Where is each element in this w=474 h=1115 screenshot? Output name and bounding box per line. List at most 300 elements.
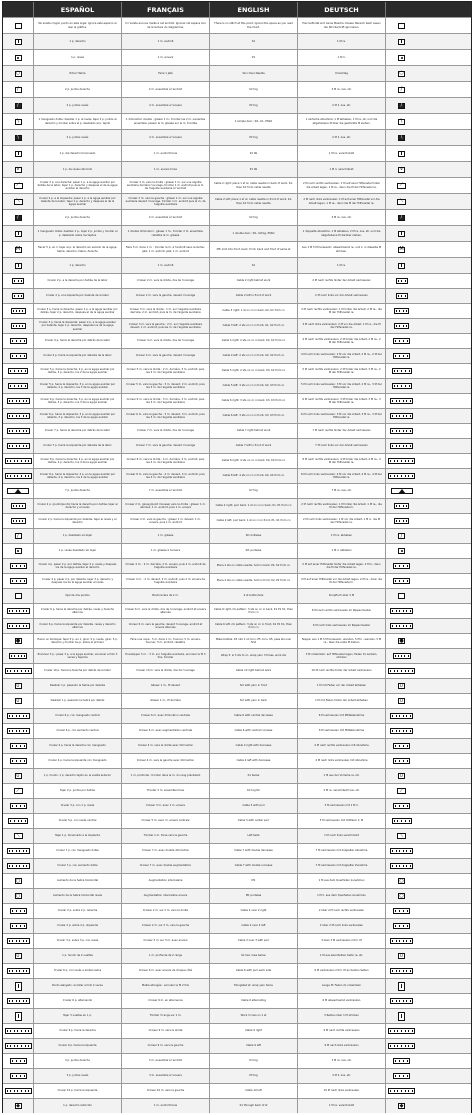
table-row [3,603,471,618]
symbol-cell-left [3,934,34,948]
text-cell-fr: 2 m. ensemble à l'envers [122,98,210,113]
table-row [3,948,471,963]
text-cell-fr: Faire une nope : 5 m. dans 1 m., tourner, 5 m. envers, tourner, 5 m. endroit, rabattre [122,634,210,648]
text-cell-es: Cruzar 6 p. hacia la derecha por detrás, revés y derecho alternos [34,604,122,618]
text-cell-de: 4 M nach rechts verkreuzen: 2 M hinter die Arbeit, 2 M re., 2 M der Hilfsnadel re. [298,334,386,348]
table-row [3,318,471,333]
text-cell-es: Cruzar 2 p. sobre 2 p. izquierda [34,919,122,933]
text-cell-es: Cruzar 5 p. hacia la izquierda: 3 p. en la aguja auxiliar por delante, 2 p. derecho, los 3 de la aguja auxiliar [34,379,122,393]
purl-symbol-icon [398,55,405,61]
symbol-cell-right [386,574,417,588]
text-cell-es: Cruzar 8 p. hacia la derecha: 4 p. en la aguja auxiliar por detrás, 4 p. derecho, los 4 de la aguja auxiliar [34,454,122,468]
symbol-cell-right [386,814,417,828]
cable-symbol-icon [390,848,413,854]
symbol-cell-right [386,349,417,363]
table-row [3,33,471,49]
cable-symbol-icon [11,518,26,524]
text-cell-de: 3 M nach links verkreuzen: 2 M vor die Arbeit, 1 M re., die M der Hilfsnadel re. [298,319,386,333]
symbol-cell-right [386,754,417,768]
table-row [3,1083,471,1098]
text-cell-fr: 3 m. ensemble à l'endroit [122,1054,210,1068]
right-twist-symbol-icon: ⟋ [14,183,23,189]
text-cell-en: Cable 2 right, purl back: 1 st on cn in back, K1, P1 from cn [210,499,298,513]
symbol-cell-left [3,844,34,858]
symbol-cell-right [386,274,417,288]
symbol-cell-right [386,589,417,603]
table-row [3,768,471,783]
text-cell-es: 1 menguado doble: deslizar 1 p., tejer 2 p. juntos y montar el p. deslizado sobre los tejidos [34,226,122,241]
table-row [3,288,471,303]
table-row [3,363,471,378]
text-cell-en: K2 tog [210,210,298,225]
table-row [3,333,471,348]
symbol-cell-left [3,559,34,573]
symbol-cell-left [3,34,34,49]
symbol-cell-right [386,1099,417,1113]
symbol-cell-left [3,1084,34,1098]
text-cell-fr: Boutonnière de 2 m. [122,589,210,603]
text-cell-en: P2 tog [210,130,298,145]
text-cell-fr: Il n'existe aucune maille à cet endroit. Ignorez cet espace lors de la lecture du diagramme. [122,18,210,33]
table-row [3,483,471,498]
text-cell-fr: Tricoter 2 m. ensemble torse [122,784,210,798]
text-cell-fr: Maille allongée : enrouler le fil 2 fois [122,979,210,993]
table-row [3,723,471,738]
cable-symbol-icon [11,308,26,314]
symbol-cell-left [3,50,34,65]
symbol-cell-left [3,484,34,498]
symbol-cell-left [3,514,34,528]
text-cell-fr: Croiser 5 m. vers la droite : 2 m. derrière, 3 m. endroit, puis les 2 m. de l'aiguille auxiliaire [122,364,210,378]
text-cell-en: Cable 3 right: 1 st on cn in back, K2, K1 from cn [210,304,298,318]
cable-symbol-icon [394,503,409,509]
text-cell-de: Noppe: aus 1 M 5 M herausstr., wenden, 5 M li., wenden, 5 M re., über die erste M ziehen [298,634,386,648]
text-cell-en: Cable 6 left, rib pattern: 3 sts on cn in front, K1 P1 K1, then from cn [210,619,298,633]
knit-symbol-icon [15,231,22,237]
text-cell-fr: Croiser 6 m. vers la gauche : 3 m. devant, 3 m. endroit, puis les 3 m. de l'aiguille auxiliaire [122,409,210,423]
cable-symbol-icon [388,1028,415,1034]
cable-symbol-icon [5,1028,32,1034]
slip-stitch-symbol-icon: ∪ [16,697,20,704]
text-cell-es: Cruzar 10 p. hacia la derecha por detrás de la labor [34,664,122,678]
text-cell-fr: 1 double diminution : glisser 1 m., tricoter 2 m. ensemble, rabattre la m. glissée [122,226,210,241]
text-cell-en: P2 tog [210,98,298,113]
symbol-cell-right [386,649,417,663]
cable-symbol-icon [393,1058,410,1064]
table-row [3,423,471,438]
symbol-cell-left [3,574,34,588]
text-cell-es: Cruzar 10 p. hacia la izquierda [34,1084,122,1098]
text-cell-de: 2 M re. zus. str. [298,82,386,97]
p2tog-symbol-icon: / [15,103,22,109]
ssk-symbol-icon: \ [398,119,405,125]
text-cell-es: 1 p. derecho retorcido [34,1099,122,1113]
text-cell-de: 2 M re. zus. str. [298,210,386,225]
symbol-cell-right [386,66,417,81]
cable-symbol-icon [388,668,415,674]
text-cell-en: Cable 8 right: 4 sts on cn in back, K4, K4 from cn [210,454,298,468]
cable-symbol-icon [7,863,30,869]
text-cell-es: Cruzar 2 p. (punto/punto) hacia la derecha por detrás, tejer el derecho y el revés [34,499,122,513]
symbol-cell-right [386,409,417,423]
table-row [3,303,471,318]
symbol-cell-left [3,334,34,348]
table-row [3,1068,471,1083]
left-twist-symbol-icon: ⟍ [397,833,406,839]
symbol-cell-left [3,529,34,543]
symbol-cell-left [3,784,34,798]
yarn-over-symbol-icon: ○ [399,877,404,884]
table-row [3,648,471,663]
symbol-cell-left [3,274,34,288]
table-row [3,918,471,933]
cable-symbol-icon [390,713,413,719]
text-cell-fr: Augmentation intercalaire [122,874,210,888]
purl-symbol-icon [15,55,22,61]
cable-symbol-icon [10,803,27,809]
symbol-cell-right [386,769,417,783]
cable-symbol-icon [390,608,413,614]
text-cell-fr: Croiser 7 m. vers la gauche, devant l'ouvrage [122,439,210,453]
text-cell-es: Cruzar 6 p. alternando [34,994,122,1008]
text-cell-de: 1 M re. verschränkt [298,146,386,161]
cable-symbol-icon [390,623,413,629]
text-cell-es: Echar Hebra [34,66,122,81]
table-row [3,498,471,513]
cable-symbol-icon [7,938,30,944]
table-row [3,241,471,257]
text-cell-fr: 1 m. envers [122,50,210,65]
text-cell-es: Cruzar 4 p. pasar 2 p. por delante, tejer 2 p. derecho y después los de la aguja auxiliar al revés [34,574,122,588]
symbol-cell-right [386,18,417,33]
table-row [3,453,471,468]
table-row [3,257,471,273]
symbol-cell-right [386,739,417,753]
table-row [3,81,471,97]
multi-decrease-symbol-icon [7,488,29,494]
text-cell-de: 10 M nach links verkreuzen [298,1084,386,1098]
text-cell-fr: Glisser 1 m., fil devant [122,679,210,693]
text-cell-fr: Croiser 7 m. avec double diminution [122,844,210,858]
yarn-over-symbol-icon: ○ [15,877,21,884]
text-cell-en: K1 tbl [210,146,298,161]
text-cell-es: Cruzar 7 p. con menguado doble [34,844,122,858]
cable-symbol-icon [393,563,410,569]
text-cell-en: Cable 6 right, rib pattern: 3 sts on cn in back, K1 P1 K1, then from cn [210,604,298,618]
text-cell-fr: 1 m. endroit [122,258,210,273]
symbol-cell-left [3,994,34,1008]
table-row [3,1098,471,1113]
text-cell-de: 1 M aus dem Querfaden zunehmen [298,874,386,888]
text-cell-fr: Croiser 2 m. vers la gauche : glisser 1 m. sur une aiguille auxiliaire devant l'ouvrage, tricoter 1 m. endroit puis la m. de l'aiguille auxiliaire [122,194,210,209]
table-row [3,978,471,993]
text-cell-en: Cable 3 left: 2 sts on cn in front, K1, K2 from cn [210,319,298,333]
no-stitch-symbol-icon [398,23,405,29]
text-cell-es: Cruzar 3 p. sobre 3 p. con revés [34,934,122,948]
symbol-cell-right [386,162,417,177]
text-cell-de: 1 M re. [298,34,386,49]
symbol-cell-left [3,409,34,423]
text-cell-fr: Croiser 3 m. avec 1 m. envers [122,799,210,813]
cable-symbol-icon [7,998,30,1004]
symbol-cell-left [3,162,34,177]
symbol-cell-right [386,919,417,933]
text-cell-es: Cruzar 6 p. hacia la izquierda: 3 p. en la aguja auxiliar por delante, 3 p. derecho, los 3 de la aguja auxiliar [34,409,122,423]
text-cell-en: P1 [210,50,298,65]
table-row [3,1023,471,1038]
text-cell-en: K2 tog [210,82,298,97]
text-cell-fr: Croiser 2 m. sur 2 m. vers la gauche [122,919,210,933]
text-cell-fr: Croiser 4 m. : 2 m. devant, 2 m. endroit, puis 2 m. envers de l'aiguille auxiliaire [122,574,210,588]
symbol-cell-right [386,98,417,113]
cable-symbol-icon [390,398,413,404]
symbol-cell-right [386,514,417,528]
table-row [3,558,471,573]
text-cell-es: Hacer 5 p. en 1: tejer el p. al derecho sin sacarlo de la aguja, hebra, derecho, hebra, derecho [34,242,122,257]
text-cell-es: Cruzar 7 p. hacia la derecha por detrás de la labor [34,424,122,438]
text-cell-fr: 1 m. profonde : tricoter dans la m. du rang précédent [122,769,210,783]
text-cell-de: 3 M verkreuzen mit 1 M li. [298,799,386,813]
symbol-cell-right [386,289,417,303]
symbol-cell-right [386,904,417,918]
symbol-cell-right [386,979,417,993]
p2tog-back-symbol-icon: \ [398,135,405,141]
text-cell-de: 6 M verkreuzen mit li. M an beiden Seiten [298,964,386,978]
symbol-cell-right [386,1069,417,1083]
text-cell-es: Ojal de dos puntos [34,589,122,603]
text-cell-de: 1 M mit Faden vor der Arbeit abheben [298,679,386,693]
table-row [3,933,471,948]
stitch-legend-table [2,1,472,1113]
text-cell-en: Cable 2 right behind work [210,274,298,288]
text-cell-en: K1 two rows below [210,949,298,963]
cable-symbol-icon [392,818,412,824]
text-cell-fr: Croiser 10 m. vers la gauche [122,1084,210,1098]
text-cell-en: Cable 6 alternating [210,994,298,1008]
table-row [3,873,471,888]
text-cell-de: 6 M abwechselnd verkreuzen [298,994,386,1008]
table-row [3,408,471,423]
text-cell-de: 3 M nach rechts verkreuzen: 1 M hinter die Arbeit, 2 M re., die M der Hilfsnadel re. [298,304,386,318]
table-row [3,543,471,558]
text-cell-fr: Croiser 6 m. avec envers de chaque côté [122,964,210,978]
text-cell-de: 6 M verkreuzen mit Mittelabnahme [298,709,386,723]
symbol-cell-left [3,754,34,768]
text-cell-de: 2 M nach rechts verkreuzen: 1 M hinter die Arbeit, 1 M re., die M der Hilfsnadel li. [298,499,386,513]
symbol-cell-left [3,178,34,193]
text-cell-fr: Croiser 8 m. vers la gauche : 4 m. devant, 4 m. endroit, puis les 4 m. de l'aiguille auxiliaire [122,469,210,483]
text-cell-en: Cable 5 right: 2 sts on cn in back, K3, K2 from cn [210,364,298,378]
symbol-cell-left [3,226,34,241]
table-row [3,573,471,588]
text-cell-de: 1 M li. abheben [298,544,386,558]
cable-symbol-icon [390,863,413,869]
symbol-cell-left [3,1024,34,1038]
k2tog-symbol-icon: / [15,87,22,93]
cable-symbol-icon [394,518,409,524]
text-cell-es: 1 p. hondo: 1 p. derecho tejido en la vuelta anterior [34,769,122,783]
decrease-symbol-icon: / [15,215,22,221]
symbol-cell-left [3,829,34,843]
right-twist-symbol-icon: ⟋ [397,788,406,794]
symbol-cell-right [386,694,417,708]
cable-symbol-icon [392,383,412,389]
table-row [3,97,471,113]
text-cell-fr: Croiser 5 m. vers la gauche : 3 m. devant, 2 m. endroit, puis les 3 m. de l'aiguille auxiliaire [122,379,210,393]
text-cell-fr: Croiser 2 m. vers la droite, dos de l'ouvrage [122,274,210,288]
cable-symbol-icon [388,1088,415,1094]
text-cell-fr: Croiser 7 m. avec double augmentation [122,859,210,873]
symbol-cell-right [386,709,417,723]
text-cell-de: 1 einfache Abnahme: 1 M abheben, 1 M re. str. und die abgehobene M über die gestrickte M ziehen. [298,114,386,129]
decrease-symbol-icon: / [398,215,405,221]
symbol-cell-left [3,634,34,648]
text-cell-de: 9 M nach links verkreuzen [298,1039,386,1053]
table-row [3,888,471,903]
table-row [3,393,471,408]
text-cell-es: Cruzar 5 p. con revés central [34,814,122,828]
text-cell-de: 8 M nach rechts verkreuzen: 4 M hinter die Arbeit, 4 M re., 4 M der Hilfsnadel re. [298,454,386,468]
text-cell-fr: 1 diminution double : glisser 1 m., tricoter les 2 m. suivantes ensemble, passer la m. glissée sur la m. tricotée [122,114,210,129]
text-cell-de: 1 doppelte Abnahme: 1 M abheben, 2 M re. zus. str. und die abgehobene M darüber ziehen. [298,226,386,241]
table-row [3,1038,471,1053]
symbol-cell-right [386,559,417,573]
text-cell-de: Hier befindet sich keine Masche. Diesen Bereich beim Lesen der Strickschrift ignorieren. [298,18,386,33]
symbol-cell-right [386,242,417,257]
cable-symbol-icon [390,938,413,944]
text-cell-fr: 3 m. ensemble à l'envers [122,1069,210,1083]
text-cell-es: Envolver 3 p.: pasar 3 p. a la aguja auxiliar, envolver el hilo 3 veces y tejerlos [34,649,122,663]
text-cell-en: Wrap 3: sl 3 sts to cn, wrap yarn 3 times, work sts [210,649,298,663]
table-row [3,513,471,528]
symbol-cell-right [386,499,417,513]
symbol-cell-right [386,889,417,903]
text-cell-fr: 2 m. ensemble à l'envers [122,130,210,145]
symbol-cell-right [386,874,417,888]
table-row [3,17,471,33]
text-cell-de: 5 M nach links verkreuzen: 3 M vor die Arbeit, 2 M re., 3 M der Hilfsnadel re. [298,379,386,393]
text-cell-es: 1 p. derecho [34,258,122,273]
text-cell-de: 6 M nach links verkreuzen im Rippenmuster [298,619,386,633]
p2tog-back-symbol-icon: \ [15,135,22,141]
text-cell-fr: Croiser 6 m. vers la droite : 3 m. derrière, 3 m. endroit, puis les 3 m. de l'aiguille auxiliaire [122,394,210,408]
text-cell-es: 1 menguado doble: deslizar 1 p. al revés, tejer 2 p. juntos al derecho y montar sobre el p. deslizado el p. tejido [34,114,122,129]
text-cell-es: Cruzar 2 p. a la izquierda: pasar 1 p. a la aguja auxiliar por delante de la labor, tejer 1 p. derecho y después el de la aguja auxiliar [34,194,122,209]
multi-decrease-symbol-icon [391,488,413,494]
symbol-cell-left [3,364,34,378]
text-cell-de: Aus 1 M 5 M herausstr.: abwechselnd re. und li. in dieselbe M stricken. [298,242,386,257]
cable-symbol-icon [390,413,413,419]
cable-symbol-icon [393,908,410,914]
text-cell-en: Cable 3 over 3 with purl [210,934,298,948]
symbol-cell-right [386,529,417,543]
text-cell-es: 1 p. deslizado sin tejer [34,529,122,543]
text-cell-de: 1 M li. verschränkt [298,162,386,177]
symbol-cell-left [3,289,34,303]
cable-symbol-icon [388,458,415,464]
symbol-cell-left [3,694,34,708]
cable-symbol-icon [10,1058,27,1064]
text-cell-fr: Faire 1 Jeté [122,66,210,81]
text-cell-de: 3 über 3 M verkreuzen mit li. M [298,934,386,948]
symbol-cell-right [386,146,417,161]
elongated-stitch-symbol-icon [398,982,405,991]
text-cell-fr: 2 m. ensemble à l'endroit [122,82,210,97]
text-cell-de: 1 M re. abheben [298,529,386,543]
text-cell-es: Cruzar 3 p. hacia la derecha: pasar 1 p. a la aguja auxiliar por detrás, tejer 2 p. derecho, después el de la aguja auxiliar [34,304,122,318]
text-cell-fr: Faire 5 m. dans 1 m. : tricoter la m. à l'endroit sans la lâcher, jeté, 1 m. endroit, jeté, 1 m. endroit [122,242,210,257]
twisted-stitch-symbol-icon: v [398,167,405,173]
cable-symbol-icon [11,503,26,509]
text-cell-es: Cruzar 2 p. a la derecha por detrás de la labor [34,274,122,288]
symbol-cell-right [386,210,417,225]
symbol-cell-right [386,799,417,813]
text-cell-en: Cable 9 left [210,1039,298,1053]
symbol-cell-left [3,304,34,318]
cable-symbol-icon [10,743,27,749]
text-cell-fr: Croiser 8 m. vers la droite : 4 m. derrière, 4 m. endroit, puis les 4 m. de l'aiguille auxiliaire [122,454,210,468]
symbol-cell-right [386,1084,417,1098]
text-cell-en: Cable 4 left with decrease [210,754,298,768]
symbol-cell-left [3,210,34,225]
text-cell-es: 2 p. juntos derecho [34,82,122,97]
text-cell-es: Cruzar 2 p. a la izquierda por delante de la labor [34,289,122,303]
text-cell-es: No existe ningún punto en este lugar. Ignore este espacio al leer la gráfica. [34,18,122,33]
text-cell-en: Elongated st: wrap yarn twice [210,979,298,993]
text-cell-fr: 1 m. profonde de 2 rangs [122,949,210,963]
text-cell-en: Sl1 purlwise [210,544,298,558]
text-cell-en: Cable 4 right with decrease [210,739,298,753]
cable-symbol-icon [10,353,27,359]
cable-symbol-icon [5,1088,32,1094]
cable-symbol-icon [8,818,28,824]
knit-symbol-icon [398,39,405,45]
text-cell-en: K1 [210,34,298,49]
text-cell-en: There is no stitch at this point. Ignore this space as you read the chart. [210,18,298,33]
symbol-cell-right [386,364,417,378]
left-twist-symbol-icon: ⟍ [397,199,406,205]
text-cell-en: Cable 2 over 2 left [210,919,298,933]
text-cell-en: K7 tog [210,484,298,498]
header-de: DEUTSCH [298,2,386,17]
slip-stitch-symbol-icon: ∪ [399,697,404,704]
text-cell-es: Deslizar 1 p. pasando la hebra por delante [34,679,122,693]
text-cell-de: 7 M verkreuzen mit doppelter Zunahme [298,859,386,873]
text-cell-es: Cruzar 2 p. sobre 2 p. derecha [34,904,122,918]
text-cell-en: Left twist [210,829,298,843]
text-cell-es: Cruzar 3 p. con 1 p. revés [34,799,122,813]
table-row [3,177,471,193]
left-twist-symbol-icon: ⟍ [14,833,23,839]
symbol-cell-right [386,1054,417,1068]
text-cell-fr: Croiser 9 m. vers la droite [122,1024,210,1038]
text-cell-es: Cruzar 4 p. pasar 2 p. por detrás, tejer 2 p. revés y después los de la aguja auxiliar al derecho [34,559,122,573]
table-header [3,2,471,17]
cable-symbol-icon [7,413,30,419]
symbol-cell-left [3,82,34,97]
symbol-cell-right [386,34,417,49]
symbol-cell-right [386,50,417,65]
table-row [3,738,471,753]
text-cell-en: M1 [210,874,298,888]
bobble-symbol-icon: ● [399,637,404,644]
text-cell-en: Cable 8 left: 4 sts on cn in front, K4, K4 from cn [210,469,298,483]
symbol-cell-left [3,619,34,633]
cable-symbol-icon [10,1073,27,1079]
text-cell-es: Cruzar 3 p. hacia la izquierda: pasar 2 p. a la aguja auxiliar por delante, tejer 1 p. derecho, después los de la aguja auxiliar [34,319,122,333]
table-row [3,438,471,453]
text-cell-en: Cable 7 right behind work [210,424,298,438]
